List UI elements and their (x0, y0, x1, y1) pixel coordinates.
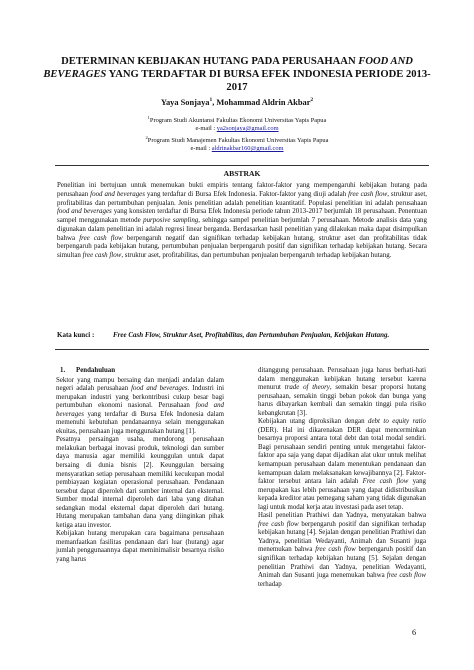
paragraph: Kebijakan hutang merupakan cara bagaimana perusahaan memanfaatkan fasilitas pendanaan dari luar (hutang) agar jumlah penggunaannya dapat meminimalisir besarnya risiko yang harus (56, 530, 224, 564)
para-text: (DER). Hal ini dikarenakan DER dapat mencerminkan besarnya proporsi antara total debt dan total modal sendiri. Bagi perusahaan sendiri penting untuk mengetahui faktor-faktor apa saja yang dapat dijadikan alat ukur untuk melihat kemampuan perusahaan dalam menentukan pendanaan dan kemampuan dalam melaksanakan kewajibannya [2]. Faktor-faktor tersebut antara lain adalah (258, 426, 426, 486)
left-column (56, 367, 224, 565)
affil-mark: 2 (145, 134, 148, 140)
abstract-italic: free cash flow (79, 233, 123, 242)
affiliation-1 (40, 114, 434, 125)
author-line (40, 97, 434, 107)
keywords-colon: : (92, 331, 95, 339)
abstract-italic: food and beverages (57, 207, 112, 216)
keywords-label-text: Kata kunci (57, 331, 91, 339)
affiliation-program: Program Studi Manajemen Fakultas Ekonomi Universitas Yapis Papua (147, 136, 329, 144)
affiliation-1-email-line (40, 125, 434, 133)
abstract-heading: ABSTRAK (223, 169, 261, 178)
title-text-1: DETERMINAN KEBIJAKAN HUTANG PADA PERUSAHAAN (61, 56, 359, 67)
abstract-italic: purposive sampling (143, 216, 199, 224)
abstract-body (57, 181, 427, 260)
keywords-text: Free Cash Flow, Struktur Aset, Profitabilitas, dan Pertumbuhan Penjualan, Kebijakan Hutang. (113, 331, 390, 339)
right-column (258, 367, 426, 589)
para-text: berpengaruh positif dan signifikan terhadap kebijakan hutang [5]. Sejalan dengan penelitian Prathiwi dan Yadnya, penelitian Wedayanti, Animah dan Susanti juga menemukan bahwa (258, 546, 427, 580)
page-number: 6 (412, 628, 417, 637)
paragraph (258, 418, 426, 512)
abstract-text: Penelitian ini bertujuan untuk menemukan bukti empiris tentang faktor-faktor yang mempengaruhi kebijakan hutang pada perusahaan (57, 181, 427, 198)
para-italic: free cash flow (315, 546, 356, 554)
author-separator: , (212, 97, 217, 107)
paragraph (56, 377, 224, 437)
section-heading (56, 367, 224, 376)
affiliations (40, 114, 434, 153)
para-italic: Free cash flow (362, 478, 409, 486)
author-2-affil-mark: 2 (310, 97, 314, 103)
abstract-text: yang terdaftar di Bursa Efek Indonesia. Faktor-faktor yang diuji adalah (144, 189, 349, 198)
author-1-affil-mark: 1 (209, 97, 213, 103)
author-2: Mohammad Aldrin Akbar (216, 97, 311, 107)
paper-title (40, 55, 434, 94)
para-text: Hasil penelitian Prathiwi dan Yadnya, menyatakan bahwa (258, 512, 426, 520)
paragraph (258, 367, 426, 418)
email-link[interactable]: ya2sonjaya@gmail.com (216, 125, 279, 133)
para-italic: food and beverages (56, 402, 224, 418)
affiliation-2-email-line (40, 145, 434, 153)
para-italic: free cash flow (258, 520, 299, 528)
abstract-text: yang konsisten terdaftar di Bursa Efek Indonesia periode tahun 2013-2017 berjumlah 18 perusahaan. Penentuan sampel menggunakan metode (57, 207, 427, 224)
para-italic: free cash flow (386, 572, 426, 580)
affiliation-2 (40, 134, 434, 145)
abstract-italic: free cash flow (348, 189, 388, 198)
para-italic: debt to equity ratio (368, 418, 426, 426)
para-text: yang merupakan kas lebih perusahaan yang dapat didistribusikan kepada kreditor atau pemegang saham yang tidak digunakan lagi untuk modal kerja atau investasi pada aset tetap. (258, 478, 426, 511)
para-text: ditanggung perusahaan. Perusahaan juga harus berhati-hati dalam menggunakan kebijakan hutang tersebut karena menurut (258, 367, 426, 392)
title-text-italic: FOOD AND BEVERAGES (43, 56, 413, 80)
keywords (57, 331, 427, 340)
author-1: Yaya Sonjaya (160, 97, 210, 107)
abstract-italic: food and beverages (90, 189, 145, 198)
affil-mark: 1 (147, 115, 150, 120)
para-text: berpengaruh positif dan signifikan terhadap kebijakan hutang [4]. Sejalan dengan penelitian Prathiwi dan Yadnya, penelitian Wedayanti, Animah dan Susanti juga menemukan bahwa (258, 520, 427, 554)
abstract-text: , sehingga sampel penelitian berjumlah 7 perusahaan. Metode analisis data yang digunakan dalam penelitian ini adalah regresi linear berganda. Berdasarkan hasil penelitian yang dilakukan maka dapat disimpulkan bahwa (57, 216, 427, 242)
paragraph: Pesatnya persaingan usaha, mendorong perusahaan melakukan berbagai inovasi produk, teknologi dan sumber daya manusia agar memiliki keunggulan untuk dapat bersaing di dunia bisnis [2]. Keunggulan bersaing mensyaratkan setiap perusahaan memiliki kecukupan modal pembiayaan kegiatan operasional perusahaan. Pendanaan tersebut dapat diperoleh dari sumber internal dan eksternal. Sumber modal internal diperoleh dari laba yang ditahan sedangkan modal eksternal dapat diperoleh dari hutang. Hutang merupakan tambahan dana yang diinginkan pihak ketiga atau investor. (56, 436, 224, 529)
para-text: terhadap (258, 580, 282, 588)
para-text: Sektor yang mampu bersaing dan menjadi andalan dalam negeri adalah perusahaan (56, 376, 224, 393)
abstract-text: , struktur aset, profitabilitas dan pertumbuhan penjualan. Jenis penelitian adalah penelitian kuantitatif. Populasi penelitian ini adalah perusahaan (57, 189, 427, 207)
section-title: Pendahuluan (76, 367, 116, 374)
para-text: . Industri ini merupakan industri yang berkontribusi cukup besar bagi pertumbuhan ekonomi nasional. Perusahaan (56, 385, 224, 410)
abstract-text: berpengaruh negatif dan signifikan terhadap kebijakan hutang, struktur aset dan profitabilitas tidak berpengaruh pada kebijakan hutang, pertumbuhan penjualan berpengaruh positif dan signifikan terhadap kebijakan hutang. Secara simultan (57, 233, 427, 259)
email-label: e-mail : (195, 125, 217, 133)
abstract-italic: free cash flow (82, 251, 122, 259)
abstract-text: , struktur aset, profitabilitas, dan pertumbuhan penjualan berpengaruh terhadap kebijakan hutang. (121, 251, 392, 259)
para-text: , semakin besar proporsi hutang perusahaan, semakin tinggi beban pokok dan bunga yang harus dibayarkan kembali dan semakin tinggi pula risiko kebangkrutan [3]. (258, 384, 426, 417)
para-italic: trade of theory (284, 384, 330, 392)
paragraph (258, 512, 426, 589)
title-text-2: YANG TERDAFTAR DI BURSA EFEK INDONESIA PERIODE 2013-2017 (106, 69, 431, 93)
para-text: yang terdaftar di Bursa Efek Indonesia dalam memenuhi kebutuhan pendanaannya selain menggunakan ekuitas, perusahaan juga menggunakan hutang [1]. (56, 410, 224, 435)
email-label: e-mail : (190, 145, 212, 153)
email-link[interactable]: aldrinakbar160@gmail.com (211, 145, 284, 153)
affiliation-program: Program Studi Akuntansi Fakultas Ekonomi Universitas Yapis Papua (149, 117, 327, 125)
para-italic: food and beverages (131, 385, 188, 393)
keywords-label (57, 331, 113, 340)
para-text: Kebijakan utang diproksikan dengan (258, 418, 369, 426)
section-number: 1. (60, 367, 66, 374)
